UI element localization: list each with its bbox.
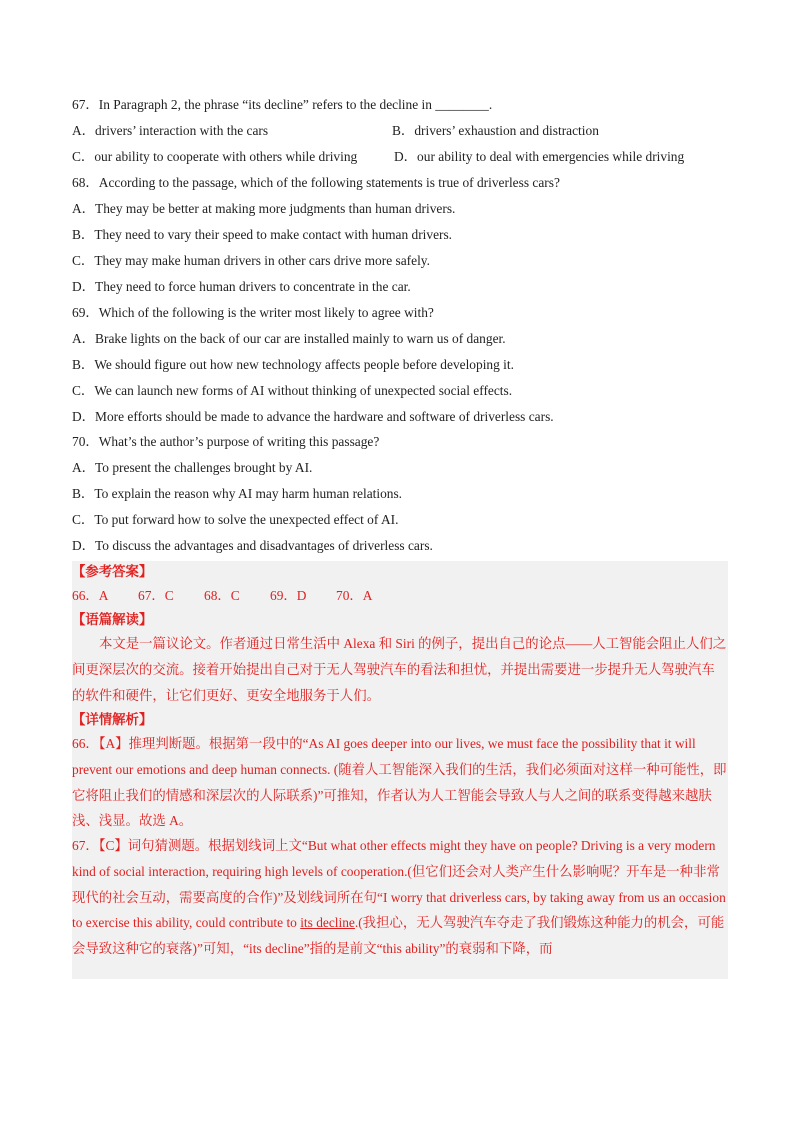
passage-analysis-text: 本文是一篇议论文。作者通过日常生活中 Alexa 和 Siri 的例子，提出自己的论点——人工智能会阻止人们之间更深层次的交流。接着开始提出自己对于无人驾驶汽车的看法和担忧，并提出需要进一步提升无人驾驶汽车的软件和硬件，让它们更好、更安全地服务于人们。 (72, 636, 727, 703)
question-67-option-d: D．our ability to deal with emergencies while driving (394, 149, 685, 164)
question-69-stem: 69．Which of the following is the writer most likely to agree with? (72, 305, 434, 320)
question-69-option-d: D．More efforts should be made to advance the hardware and software of driverless cars. (72, 409, 554, 424)
detail-analysis-heading: 【详情解析】 (72, 712, 153, 727)
question-70-option-b: B．To explain the reason why AI may harm human relations. (72, 486, 403, 501)
question-68-option-a: A．They may be better at making more judgments than human drivers. (72, 201, 456, 216)
reference-answer-heading: 【参考答案】 (72, 564, 153, 579)
question-69-option-b: B．We should figure out how new technology affects people before developing it. (72, 357, 514, 372)
question-68-option-b: B．They need to vary their speed to make contact with human drivers. (72, 227, 453, 242)
detail-66-text: 66．【A】推理判断题。根据第一段中的“As AI goes deeper into our lives, we must face the possibility that it will prevent our emotions and deep human connects. (随着人工智能深入我们的生活，我们必须面对这样一种可能性，即它将阻止我们的情感和深层次的人际联系)”可推知，作者认为人工智能会导致人与人之间的联系变得越来越肤浅、浅显。故选 A。 (72, 736, 727, 829)
question-67-option-b: B．drivers’ exhaustion and distraction (392, 123, 599, 138)
detail-67-part-2: .(我担心，无人驾驶汽车夺走了我们锻炼这种能力的机会，可能会导致这种它的衰落)”可知，“its decline”指的是前文“this ability”的衰弱和下降，而 (72, 915, 725, 957)
answer-69: 69．D (270, 588, 307, 603)
answer-67: 67．C (138, 588, 174, 603)
question-67-options-row-2 (72, 148, 732, 166)
detail-67-part-1: 67．【C】词句猜测题。根据划线词上文“But what other effects might they have on people? Driving is a very modern kind of social interaction, requiring high levels of cooperation.(但它们还会对人类产生什么影响呢？开车是一种非常现代的社会互动，需要高度的合作)”及划线词所在句“I worry that driverless cars, by taking away from us an occasion to exercise this ability, could contribute to (72, 838, 726, 931)
question-67-option-c: C．our ability to cooperate with others while driving (72, 149, 358, 164)
question-68-option-c: C．They may make human drivers in other cars drive more safely. (72, 253, 430, 268)
detail-67-text (72, 833, 728, 973)
question-67-options-row-1 (72, 122, 732, 140)
passage-analysis-heading: 【语篇解读】 (72, 612, 153, 627)
question-70-option-d: D．To discuss the advantages and disadvantages of driverless cars. (72, 538, 433, 553)
question-67-stem: 67．In Paragraph 2, the phrase “its decline” refers to the decline in ________. (72, 97, 493, 112)
question-70-stem: 70．What’s the author’s purpose of writing this passage? (72, 434, 380, 449)
question-69-option-c: C．We can launch new forms of AI without thinking of unexpected social effects. (72, 383, 513, 398)
question-68-option-d: D．They need to force human drivers to concentrate in the car. (72, 279, 411, 294)
answer-68: 68．C (204, 588, 240, 603)
question-70-option-a: A．To present the challenges brought by AI. (72, 460, 313, 475)
answer-66: 66．A (72, 588, 109, 603)
question-69-option-a: A．Brake lights on the back of our car are installed mainly to warn us of danger. (72, 331, 506, 346)
question-67-option-a: A．drivers’ interaction with the cars (72, 123, 269, 138)
answer-70: 70．A (336, 588, 373, 603)
detail-67-underlined-phrase: its decline (300, 915, 355, 931)
question-70-option-c: C．To put forward how to solve the unexpected effect of AI. (72, 512, 399, 527)
question-68-stem: 68．According to the passage, which of the following statements is true of driverless cars? (72, 175, 560, 190)
